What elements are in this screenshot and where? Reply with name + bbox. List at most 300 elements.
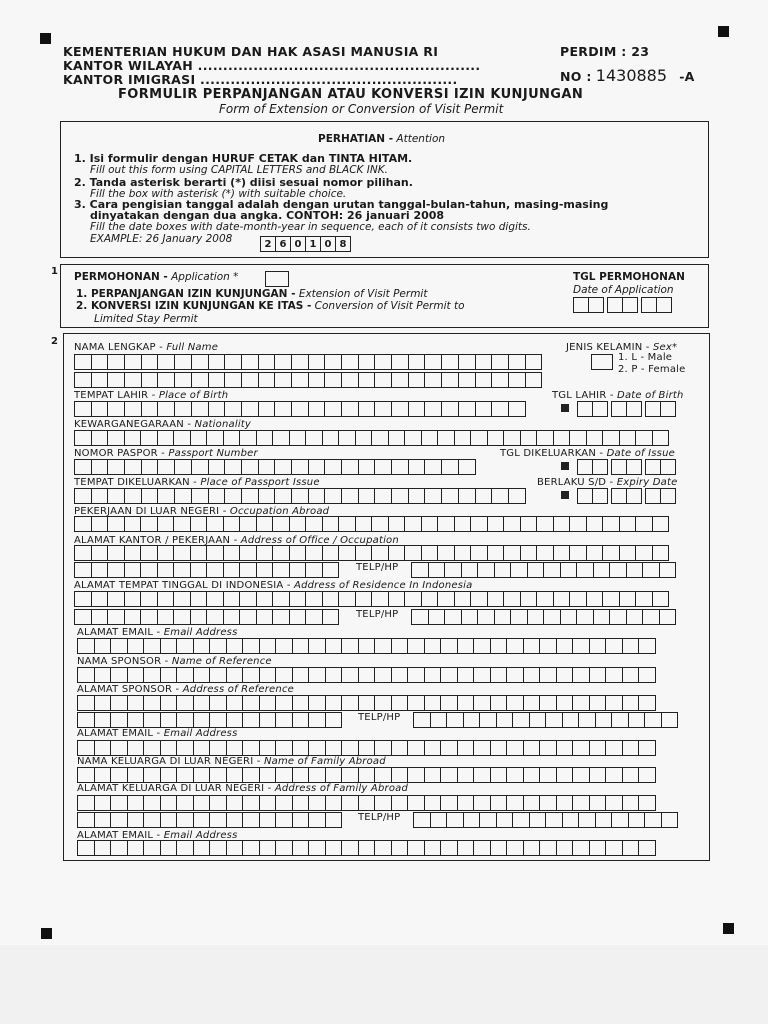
char-cell[interactable] bbox=[324, 488, 342, 504]
char-cell[interactable] bbox=[408, 401, 426, 417]
char-cell[interactable] bbox=[461, 562, 479, 578]
char-cell[interactable] bbox=[470, 516, 488, 532]
char-cell[interactable] bbox=[157, 459, 175, 475]
char-cell[interactable] bbox=[487, 545, 505, 561]
char-cell[interactable] bbox=[374, 372, 392, 388]
char-cell[interactable] bbox=[457, 840, 475, 856]
char-cell[interactable] bbox=[569, 545, 587, 561]
char-cell[interactable] bbox=[510, 562, 528, 578]
char-cell[interactable] bbox=[274, 488, 292, 504]
char-cell[interactable] bbox=[127, 767, 145, 783]
char-cell[interactable] bbox=[91, 354, 109, 370]
char-cell[interactable] bbox=[470, 591, 488, 607]
char-cell[interactable] bbox=[107, 372, 125, 388]
char-cell[interactable] bbox=[259, 667, 277, 683]
char-cell[interactable] bbox=[292, 740, 310, 756]
char-cell[interactable] bbox=[556, 638, 574, 654]
char-cell[interactable] bbox=[446, 712, 464, 728]
char-cell[interactable] bbox=[127, 740, 145, 756]
char-cell[interactable] bbox=[490, 840, 508, 856]
char-cell[interactable] bbox=[404, 516, 422, 532]
char-cell[interactable] bbox=[157, 354, 175, 370]
char-cell[interactable] bbox=[308, 795, 326, 811]
char-cell[interactable] bbox=[437, 591, 455, 607]
char-cell[interactable] bbox=[190, 516, 208, 532]
char-cell[interactable] bbox=[477, 562, 495, 578]
char-cell[interactable] bbox=[539, 695, 557, 711]
char-cell[interactable] bbox=[503, 430, 521, 446]
char-cell[interactable] bbox=[289, 430, 307, 446]
char-cell[interactable] bbox=[160, 812, 178, 828]
char-cell[interactable] bbox=[556, 695, 574, 711]
char-cell[interactable] bbox=[391, 740, 409, 756]
char-cell[interactable] bbox=[291, 372, 309, 388]
char-cell[interactable] bbox=[520, 591, 538, 607]
char-cell[interactable] bbox=[457, 667, 475, 683]
char-cell[interactable] bbox=[622, 695, 640, 711]
char-cell[interactable] bbox=[430, 712, 448, 728]
char-cell[interactable] bbox=[553, 516, 571, 532]
char-cell[interactable] bbox=[388, 430, 406, 446]
char-cell[interactable] bbox=[223, 430, 241, 446]
char-cell[interactable] bbox=[470, 430, 488, 446]
char-cell[interactable] bbox=[374, 667, 392, 683]
char-cell[interactable] bbox=[446, 812, 464, 828]
char-cell[interactable] bbox=[496, 812, 514, 828]
char-cell[interactable] bbox=[355, 545, 373, 561]
char-cell[interactable] bbox=[242, 667, 260, 683]
char-cell[interactable] bbox=[289, 562, 307, 578]
char-cell[interactable] bbox=[661, 712, 679, 728]
char-cell[interactable] bbox=[305, 609, 323, 625]
char-cell[interactable] bbox=[508, 354, 526, 370]
char-cell[interactable] bbox=[539, 795, 557, 811]
char-cell[interactable] bbox=[411, 562, 429, 578]
char-cell[interactable] bbox=[141, 401, 159, 417]
char-cell[interactable] bbox=[74, 372, 92, 388]
char-cell[interactable] bbox=[391, 401, 409, 417]
char-cell[interactable] bbox=[224, 354, 242, 370]
char-cell[interactable] bbox=[473, 638, 491, 654]
char-cell[interactable] bbox=[619, 591, 637, 607]
char-cell[interactable] bbox=[275, 812, 293, 828]
char-cell[interactable] bbox=[576, 609, 594, 625]
char-cell[interactable] bbox=[292, 712, 310, 728]
char-cell[interactable] bbox=[110, 812, 128, 828]
char-cell[interactable] bbox=[461, 609, 479, 625]
char-cell[interactable] bbox=[421, 591, 439, 607]
char-cell[interactable] bbox=[529, 712, 547, 728]
char-cell[interactable] bbox=[338, 545, 356, 561]
char-cell[interactable] bbox=[91, 516, 109, 532]
char-cell[interactable] bbox=[140, 562, 158, 578]
char-cell[interactable] bbox=[475, 401, 493, 417]
char-cell[interactable] bbox=[491, 372, 509, 388]
char-cell[interactable] bbox=[572, 740, 590, 756]
char-cell[interactable] bbox=[589, 740, 607, 756]
char-cell[interactable] bbox=[305, 562, 323, 578]
char-cell[interactable] bbox=[241, 354, 259, 370]
char-cell[interactable] bbox=[572, 667, 590, 683]
char-cell[interactable] bbox=[292, 812, 310, 828]
char-cell[interactable] bbox=[77, 840, 95, 856]
char-cell[interactable] bbox=[496, 712, 514, 728]
char-cell[interactable] bbox=[258, 372, 276, 388]
char-cell[interactable] bbox=[77, 812, 95, 828]
char-cell[interactable] bbox=[241, 488, 259, 504]
char-cell[interactable] bbox=[322, 562, 340, 578]
char-cell[interactable] bbox=[77, 695, 95, 711]
char-cell[interactable] bbox=[308, 712, 326, 728]
char-cell[interactable] bbox=[239, 430, 257, 446]
char-cell[interactable] bbox=[644, 812, 662, 828]
char-cell[interactable] bbox=[239, 609, 257, 625]
char-cell[interactable] bbox=[308, 740, 326, 756]
char-cell[interactable] bbox=[341, 840, 359, 856]
char-cell[interactable] bbox=[441, 354, 459, 370]
char-cell[interactable] bbox=[241, 372, 259, 388]
date-cell[interactable] bbox=[645, 488, 661, 504]
char-cell[interactable] bbox=[437, 430, 455, 446]
char-cell[interactable] bbox=[622, 667, 640, 683]
char-cell[interactable] bbox=[110, 840, 128, 856]
date-cell[interactable] bbox=[626, 459, 642, 475]
char-cell[interactable] bbox=[341, 695, 359, 711]
char-cell[interactable] bbox=[441, 459, 459, 475]
char-cell[interactable] bbox=[487, 516, 505, 532]
char-cell[interactable] bbox=[275, 667, 293, 683]
char-cell[interactable] bbox=[440, 795, 458, 811]
char-cell[interactable] bbox=[91, 609, 109, 625]
char-cell[interactable] bbox=[242, 638, 260, 654]
char-cell[interactable] bbox=[556, 667, 574, 683]
char-cell[interactable] bbox=[358, 740, 376, 756]
char-cell[interactable] bbox=[374, 795, 392, 811]
char-cell[interactable] bbox=[157, 545, 175, 561]
char-cell[interactable] bbox=[523, 795, 541, 811]
char-cell[interactable] bbox=[638, 767, 656, 783]
char-cell[interactable] bbox=[176, 667, 194, 683]
char-cell[interactable] bbox=[473, 767, 491, 783]
char-cell[interactable] bbox=[424, 840, 442, 856]
char-cell[interactable] bbox=[226, 840, 244, 856]
char-cell[interactable] bbox=[652, 430, 670, 446]
char-cell[interactable] bbox=[173, 609, 191, 625]
char-cell[interactable] bbox=[424, 740, 442, 756]
char-cell[interactable] bbox=[305, 591, 323, 607]
char-cell[interactable] bbox=[440, 767, 458, 783]
char-cell[interactable] bbox=[428, 609, 446, 625]
char-cell[interactable] bbox=[191, 488, 209, 504]
char-cell[interactable] bbox=[223, 609, 241, 625]
char-cell[interactable] bbox=[424, 795, 442, 811]
char-cell[interactable] bbox=[523, 767, 541, 783]
char-cell[interactable] bbox=[407, 795, 425, 811]
char-cell[interactable] bbox=[110, 767, 128, 783]
char-cell[interactable] bbox=[605, 767, 623, 783]
char-cell[interactable] bbox=[206, 609, 224, 625]
date-cell[interactable] bbox=[645, 401, 661, 417]
char-cell[interactable] bbox=[140, 430, 158, 446]
char-cell[interactable] bbox=[539, 740, 557, 756]
char-cell[interactable] bbox=[635, 430, 653, 446]
char-cell[interactable] bbox=[325, 767, 343, 783]
char-cell[interactable] bbox=[605, 795, 623, 811]
char-cell[interactable] bbox=[523, 667, 541, 683]
char-cell[interactable] bbox=[358, 401, 376, 417]
date-cell[interactable] bbox=[573, 297, 589, 313]
char-cell[interactable] bbox=[441, 372, 459, 388]
char-cell[interactable] bbox=[421, 430, 439, 446]
char-cell[interactable] bbox=[325, 740, 343, 756]
char-cell[interactable] bbox=[74, 459, 92, 475]
char-cell[interactable] bbox=[424, 354, 442, 370]
char-cell[interactable] bbox=[176, 812, 194, 828]
char-cell[interactable] bbox=[242, 767, 260, 783]
char-cell[interactable] bbox=[635, 545, 653, 561]
char-cell[interactable] bbox=[358, 459, 376, 475]
char-cell[interactable] bbox=[190, 609, 208, 625]
char-cell[interactable] bbox=[274, 372, 292, 388]
date-cell[interactable] bbox=[588, 297, 604, 313]
char-cell[interactable] bbox=[94, 795, 112, 811]
char-cell[interactable] bbox=[576, 562, 594, 578]
char-cell[interactable] bbox=[256, 430, 274, 446]
char-cell[interactable] bbox=[413, 712, 431, 728]
char-cell[interactable] bbox=[226, 712, 244, 728]
char-cell[interactable] bbox=[388, 516, 406, 532]
char-cell[interactable] bbox=[404, 545, 422, 561]
char-cell[interactable] bbox=[355, 430, 373, 446]
char-cell[interactable] bbox=[258, 354, 276, 370]
char-cell[interactable] bbox=[272, 545, 290, 561]
char-cell[interactable] bbox=[391, 638, 409, 654]
char-cell[interactable] bbox=[242, 812, 260, 828]
char-cell[interactable] bbox=[324, 401, 342, 417]
char-cell[interactable] bbox=[176, 840, 194, 856]
char-cell[interactable] bbox=[536, 591, 554, 607]
char-cell[interactable] bbox=[107, 591, 125, 607]
char-cell[interactable] bbox=[560, 609, 578, 625]
char-cell[interactable] bbox=[374, 401, 392, 417]
char-cell[interactable] bbox=[622, 638, 640, 654]
char-cell[interactable] bbox=[258, 488, 276, 504]
char-cell[interactable] bbox=[324, 354, 342, 370]
char-cell[interactable] bbox=[523, 695, 541, 711]
char-cell[interactable] bbox=[388, 591, 406, 607]
char-cell[interactable] bbox=[91, 372, 109, 388]
char-cell[interactable] bbox=[512, 812, 530, 828]
char-cell[interactable] bbox=[193, 695, 211, 711]
char-cell[interactable] bbox=[157, 609, 175, 625]
char-cell[interactable] bbox=[512, 712, 530, 728]
char-cell[interactable] bbox=[224, 488, 242, 504]
char-cell[interactable] bbox=[209, 695, 227, 711]
char-cell[interactable] bbox=[358, 488, 376, 504]
char-cell[interactable] bbox=[308, 695, 326, 711]
char-cell[interactable] bbox=[272, 591, 290, 607]
char-cell[interactable] bbox=[371, 591, 389, 607]
char-cell[interactable] bbox=[289, 516, 307, 532]
char-cell[interactable] bbox=[91, 488, 109, 504]
char-cell[interactable] bbox=[272, 516, 290, 532]
char-cell[interactable] bbox=[458, 401, 476, 417]
char-cell[interactable] bbox=[256, 545, 274, 561]
char-cell[interactable] bbox=[259, 695, 277, 711]
char-cell[interactable] bbox=[371, 430, 389, 446]
char-cell[interactable] bbox=[490, 667, 508, 683]
char-cell[interactable] bbox=[191, 372, 209, 388]
char-cell[interactable] bbox=[622, 840, 640, 856]
char-cell[interactable] bbox=[160, 740, 178, 756]
char-cell[interactable] bbox=[143, 767, 161, 783]
char-cell[interactable] bbox=[578, 812, 596, 828]
char-cell[interactable] bbox=[491, 401, 509, 417]
char-cell[interactable] bbox=[626, 562, 644, 578]
date-cell[interactable] bbox=[660, 401, 676, 417]
char-cell[interactable] bbox=[292, 638, 310, 654]
char-cell[interactable] bbox=[322, 516, 340, 532]
char-cell[interactable] bbox=[209, 740, 227, 756]
char-cell[interactable] bbox=[224, 459, 242, 475]
char-cell[interactable] bbox=[173, 430, 191, 446]
char-cell[interactable] bbox=[545, 812, 563, 828]
char-cell[interactable] bbox=[325, 840, 343, 856]
char-cell[interactable] bbox=[642, 609, 660, 625]
char-cell[interactable] bbox=[525, 354, 543, 370]
char-cell[interactable] bbox=[223, 516, 241, 532]
char-cell[interactable] bbox=[539, 667, 557, 683]
char-cell[interactable] bbox=[140, 545, 158, 561]
char-cell[interactable] bbox=[110, 740, 128, 756]
char-cell[interactable] bbox=[404, 430, 422, 446]
date-cell[interactable] bbox=[577, 401, 593, 417]
char-cell[interactable] bbox=[536, 430, 554, 446]
char-cell[interactable] bbox=[341, 740, 359, 756]
char-cell[interactable] bbox=[494, 609, 512, 625]
char-cell[interactable] bbox=[173, 591, 191, 607]
char-cell[interactable] bbox=[525, 372, 543, 388]
char-cell[interactable] bbox=[457, 638, 475, 654]
char-cell[interactable] bbox=[77, 638, 95, 654]
char-cell[interactable] bbox=[457, 767, 475, 783]
char-cell[interactable] bbox=[226, 638, 244, 654]
char-cell[interactable] bbox=[652, 545, 670, 561]
char-cell[interactable] bbox=[174, 401, 192, 417]
char-cell[interactable] bbox=[491, 354, 509, 370]
char-cell[interactable] bbox=[226, 767, 244, 783]
char-cell[interactable] bbox=[110, 695, 128, 711]
char-cell[interactable] bbox=[562, 812, 580, 828]
char-cell[interactable] bbox=[127, 840, 145, 856]
char-cell[interactable] bbox=[94, 638, 112, 654]
char-cell[interactable] bbox=[289, 545, 307, 561]
date-cell[interactable] bbox=[626, 401, 642, 417]
char-cell[interactable] bbox=[642, 562, 660, 578]
char-cell[interactable] bbox=[256, 591, 274, 607]
date-cell[interactable] bbox=[592, 459, 608, 475]
char-cell[interactable] bbox=[440, 840, 458, 856]
char-cell[interactable] bbox=[209, 767, 227, 783]
char-cell[interactable] bbox=[491, 488, 509, 504]
char-cell[interactable] bbox=[157, 430, 175, 446]
char-cell[interactable] bbox=[407, 638, 425, 654]
char-cell[interactable] bbox=[411, 609, 429, 625]
char-cell[interactable] bbox=[619, 516, 637, 532]
char-cell[interactable] bbox=[77, 767, 95, 783]
char-cell[interactable] bbox=[292, 695, 310, 711]
char-cell[interactable] bbox=[143, 695, 161, 711]
char-cell[interactable] bbox=[272, 609, 290, 625]
char-cell[interactable] bbox=[226, 695, 244, 711]
char-cell[interactable] bbox=[291, 401, 309, 417]
char-cell[interactable] bbox=[506, 840, 524, 856]
char-cell[interactable] bbox=[578, 712, 596, 728]
char-cell[interactable] bbox=[160, 695, 178, 711]
char-cell[interactable] bbox=[490, 638, 508, 654]
char-cell[interactable] bbox=[589, 667, 607, 683]
char-cell[interactable] bbox=[308, 812, 326, 828]
char-cell[interactable] bbox=[595, 812, 613, 828]
char-cell[interactable] bbox=[259, 740, 277, 756]
char-cell[interactable] bbox=[143, 638, 161, 654]
char-cell[interactable] bbox=[160, 767, 178, 783]
char-cell[interactable] bbox=[208, 488, 226, 504]
char-cell[interactable] bbox=[424, 401, 442, 417]
char-cell[interactable] bbox=[371, 516, 389, 532]
char-cell[interactable] bbox=[605, 638, 623, 654]
char-cell[interactable] bbox=[605, 667, 623, 683]
char-cell[interactable] bbox=[622, 767, 640, 783]
char-cell[interactable] bbox=[391, 488, 409, 504]
char-cell[interactable] bbox=[441, 401, 459, 417]
char-cell[interactable] bbox=[454, 591, 472, 607]
char-cell[interactable] bbox=[543, 609, 561, 625]
char-cell[interactable] bbox=[341, 354, 359, 370]
char-cell[interactable] bbox=[143, 667, 161, 683]
char-cell[interactable] bbox=[413, 812, 431, 828]
char-cell[interactable] bbox=[140, 609, 158, 625]
char-cell[interactable] bbox=[374, 354, 392, 370]
char-cell[interactable] bbox=[503, 545, 521, 561]
char-cell[interactable] bbox=[206, 591, 224, 607]
char-cell[interactable] bbox=[242, 840, 260, 856]
char-cell[interactable] bbox=[424, 667, 442, 683]
char-cell[interactable] bbox=[74, 609, 92, 625]
char-cell[interactable] bbox=[176, 638, 194, 654]
char-cell[interactable] bbox=[622, 795, 640, 811]
char-cell[interactable] bbox=[206, 430, 224, 446]
char-cell[interactable] bbox=[421, 545, 439, 561]
char-cell[interactable] bbox=[110, 638, 128, 654]
char-cell[interactable] bbox=[256, 516, 274, 532]
char-cell[interactable] bbox=[463, 812, 481, 828]
char-cell[interactable] bbox=[424, 638, 442, 654]
char-cell[interactable] bbox=[408, 488, 426, 504]
char-cell[interactable] bbox=[107, 488, 125, 504]
char-cell[interactable] bbox=[124, 562, 142, 578]
char-cell[interactable] bbox=[523, 740, 541, 756]
char-cell[interactable] bbox=[424, 372, 442, 388]
char-cell[interactable] bbox=[74, 591, 92, 607]
char-cell[interactable] bbox=[107, 516, 125, 532]
char-cell[interactable] bbox=[325, 812, 343, 828]
char-cell[interactable] bbox=[358, 638, 376, 654]
char-cell[interactable] bbox=[626, 609, 644, 625]
char-cell[interactable] bbox=[107, 459, 125, 475]
char-cell[interactable] bbox=[325, 638, 343, 654]
char-cell[interactable] bbox=[437, 516, 455, 532]
